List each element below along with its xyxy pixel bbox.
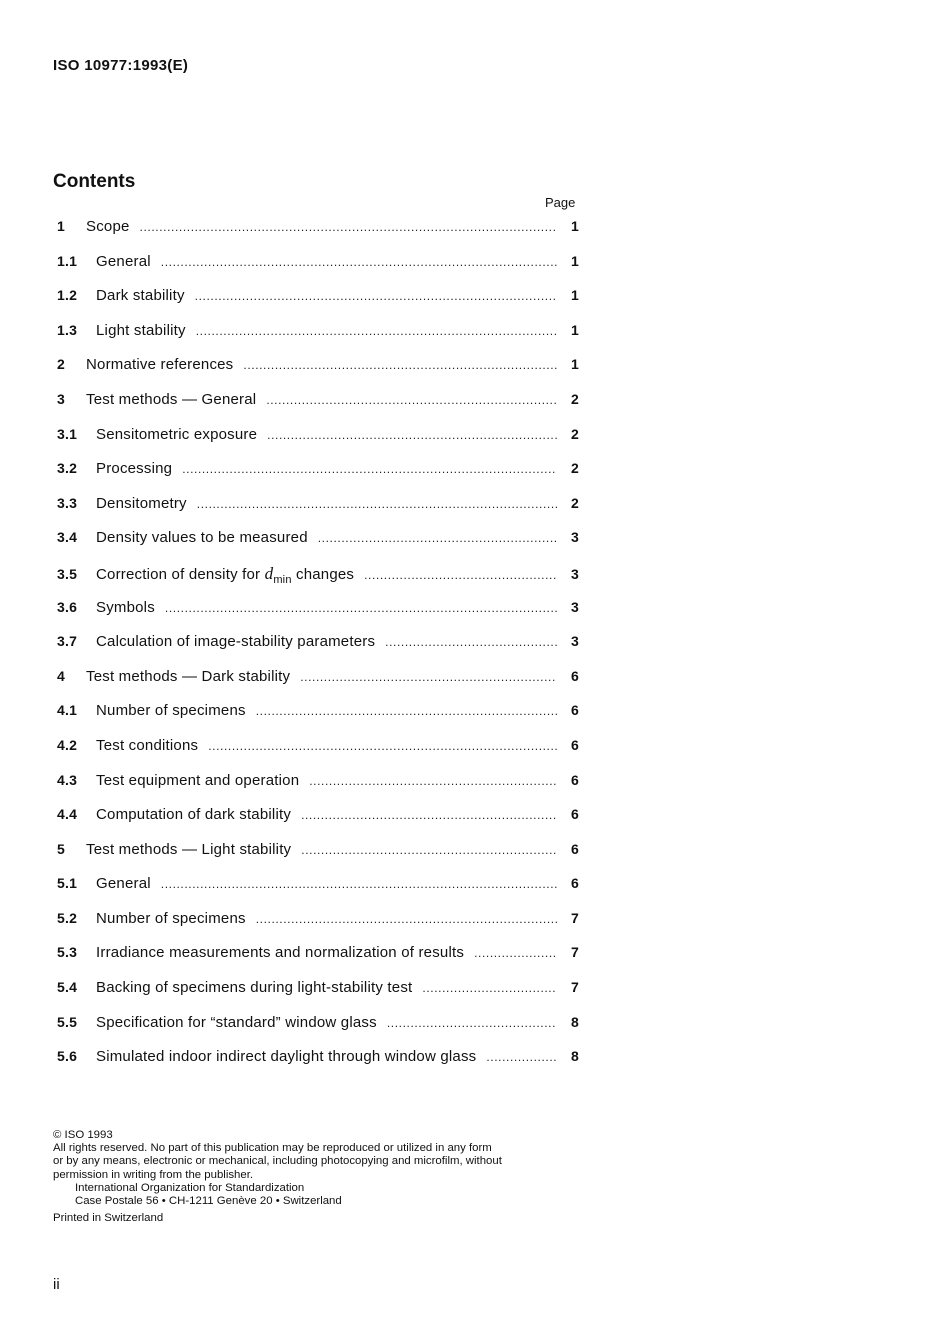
- toc-entry[interactable]: [57, 253, 579, 288]
- toc-title: Number of specimens: [96, 909, 246, 927]
- page-column-label: Page: [545, 195, 576, 210]
- d-variable: d: [264, 563, 274, 583]
- toc-entry[interactable]: [57, 356, 579, 391]
- table-of-contents: [57, 218, 579, 1083]
- contents-title: Contents: [53, 171, 136, 192]
- toc-title: Number of specimens: [96, 702, 246, 720]
- dot-leader: [256, 912, 557, 926]
- toc-entry[interactable]: [57, 668, 579, 703]
- toc-number: 5.5: [57, 1013, 78, 1030]
- toc-title: Test conditions: [96, 736, 199, 754]
- toc-number: 5.6: [57, 1048, 78, 1065]
- toc-page: 2: [571, 425, 579, 442]
- toc-title: Simulated indoor indirect daylight through window glass: [96, 1048, 477, 1066]
- toc-number: 3: [57, 390, 65, 407]
- dot-leader: [301, 843, 557, 857]
- dot-leader: [387, 1016, 557, 1030]
- toc-number: 4.4: [57, 806, 78, 823]
- rights-text: All rights reserved. No part of this publication may be reproduced or utilized in any form: [53, 1142, 492, 1155]
- dot-leader: [165, 601, 557, 615]
- toc-page: 6: [571, 806, 579, 823]
- dot-leader: [486, 1050, 557, 1064]
- toc-number: 4: [57, 667, 65, 684]
- toc-page: 6: [571, 667, 579, 684]
- toc-title: Scope: [86, 218, 130, 235]
- dot-leader: [196, 324, 557, 338]
- toc-title: Light stability: [96, 321, 186, 339]
- toc-entry[interactable]: [57, 495, 579, 530]
- toc-number: 5.4: [57, 979, 78, 996]
- dot-leader: [195, 289, 557, 303]
- min-subscript: min: [273, 573, 292, 586]
- toc-title: [96, 564, 364, 586]
- toc-page: 1: [571, 252, 579, 269]
- toc-title: Processing: [96, 460, 173, 478]
- toc-entry[interactable]: [57, 841, 579, 876]
- toc-entry[interactable]: [57, 910, 579, 945]
- toc-number: 1.2: [57, 287, 78, 304]
- toc-page: 7: [571, 909, 579, 926]
- toc-entry[interactable]: [57, 1014, 579, 1049]
- toc-title: Test methods — General: [86, 390, 257, 408]
- toc-title: Test methods — Dark stability: [86, 667, 291, 685]
- toc-title: Dark stability: [96, 287, 185, 305]
- dot-leader: [309, 774, 557, 788]
- toc-page: 1: [571, 321, 579, 338]
- toc-page: 2: [571, 494, 579, 511]
- toc-entry[interactable]: [57, 875, 579, 910]
- dot-leader: [161, 877, 557, 891]
- toc-number: 1.1: [57, 252, 78, 269]
- rights-text: permission in writing from the publisher.: [53, 1168, 254, 1181]
- toc-page: 2: [571, 460, 579, 477]
- toc-title: Specification for “standard” window glass: [96, 1013, 377, 1031]
- toc-title-text: Correction of density for: [96, 565, 265, 583]
- dot-leader: [208, 739, 557, 753]
- toc-page: 7: [571, 979, 579, 996]
- toc-entry[interactable]: [57, 702, 579, 737]
- toc-page: 6: [571, 771, 579, 788]
- dot-leader: [243, 358, 557, 372]
- toc-entry[interactable]: [57, 287, 579, 322]
- printed-in: Printed in Switzerland: [53, 1212, 164, 1225]
- toc-number: 4.1: [57, 702, 78, 719]
- toc-entry[interactable]: [57, 599, 579, 634]
- toc-number: 3.2: [57, 460, 78, 477]
- toc-number: 4.2: [57, 736, 78, 753]
- toc-title: Test equipment and operation: [96, 771, 300, 789]
- toc-page: 2: [571, 390, 579, 407]
- dot-leader: [364, 568, 557, 582]
- dot-leader: [474, 946, 557, 960]
- toc-title-text: changes: [291, 565, 355, 583]
- toc-number: 3.5: [57, 565, 78, 582]
- toc-entry[interactable]: [57, 564, 579, 599]
- toc-page: 3: [571, 529, 579, 546]
- toc-entry[interactable]: [57, 979, 579, 1014]
- toc-title: Normative references: [86, 356, 234, 374]
- toc-page: 3: [571, 598, 579, 615]
- toc-page: 6: [571, 875, 579, 892]
- toc-entry[interactable]: [57, 529, 579, 564]
- toc-page: 3: [571, 565, 579, 582]
- toc-title: Sensitometric exposure: [96, 425, 258, 443]
- toc-title: Calculation of image-stability parameters: [96, 633, 376, 651]
- toc-page: 1: [571, 356, 579, 373]
- toc-title: Symbols: [96, 598, 155, 616]
- dot-leader: [385, 635, 557, 649]
- toc-page: 8: [571, 1048, 579, 1065]
- toc-entry[interactable]: [57, 218, 579, 253]
- document-header: ISO 10977:1993(E): [53, 57, 189, 74]
- toc-entry[interactable]: [57, 737, 579, 772]
- dot-leader: [182, 462, 557, 476]
- toc-number: 5.2: [57, 909, 78, 926]
- dot-leader: [267, 428, 557, 442]
- toc-entry[interactable]: [57, 426, 579, 461]
- toc-number: 3.4: [57, 529, 78, 546]
- toc-entry[interactable]: [57, 772, 579, 807]
- organization-name: International Organization for Standardization: [75, 1181, 305, 1194]
- toc-number: 5.1: [57, 875, 78, 892]
- toc-number: 3.3: [57, 494, 78, 511]
- toc-entry[interactable]: [57, 944, 579, 979]
- dot-leader: [266, 393, 557, 407]
- toc-number: 4.3: [57, 771, 78, 788]
- toc-number: 3.7: [57, 633, 78, 650]
- toc-number: 3.1: [57, 425, 78, 442]
- toc-number: 5: [57, 840, 65, 857]
- toc-number: 1: [57, 218, 65, 234]
- toc-number: 2: [57, 356, 65, 373]
- copyright-notice: [53, 1129, 593, 1225]
- dot-leader: [300, 670, 557, 684]
- toc-entry[interactable]: [57, 806, 579, 841]
- toc-page: 6: [571, 840, 579, 857]
- toc-page: 8: [571, 1013, 579, 1030]
- dot-leader: [301, 808, 557, 822]
- toc-number: 1.3: [57, 321, 78, 338]
- toc-title: General: [96, 875, 151, 893]
- toc-number: 3.6: [57, 598, 78, 615]
- toc-page: 1: [571, 218, 579, 234]
- dot-leader: [140, 220, 557, 234]
- toc-entry[interactable]: [57, 1048, 579, 1083]
- dot-leader: [318, 531, 557, 545]
- toc-entry[interactable]: [57, 391, 579, 426]
- toc-page: 6: [571, 702, 579, 719]
- toc-title: Computation of dark stability: [96, 806, 292, 824]
- copyright-line: © ISO 1993: [53, 1129, 113, 1141]
- toc-entry[interactable]: [57, 633, 579, 668]
- toc-page: 3: [571, 633, 579, 650]
- page-number: ii: [53, 1276, 60, 1293]
- dot-leader: [161, 255, 557, 269]
- toc-page: 1: [571, 287, 579, 304]
- toc-title: Backing of specimens during light-stability test: [96, 979, 413, 997]
- toc-title: Test methods — Light stability: [86, 840, 292, 858]
- toc-title: General: [96, 252, 151, 270]
- toc-title: Densitometry: [96, 494, 187, 512]
- toc-number: 5.3: [57, 944, 78, 961]
- toc-page: 6: [571, 736, 579, 753]
- toc-title: Density values to be measured: [96, 529, 308, 547]
- dot-leader: [422, 981, 557, 995]
- toc-title: Irradiance measurements and normalization of results: [96, 944, 465, 962]
- toc-entry[interactable]: [57, 460, 579, 495]
- organization-address: Case Postale 56 • CH-1211 Genève 20 • Switzerland: [75, 1195, 342, 1208]
- dot-leader: [256, 704, 557, 718]
- toc-page: 7: [571, 944, 579, 961]
- toc-entry[interactable]: [57, 322, 579, 357]
- dot-leader: [197, 497, 557, 511]
- rights-text: or by any means, electronic or mechanical, including photocopying and microfilm, without: [53, 1155, 502, 1168]
